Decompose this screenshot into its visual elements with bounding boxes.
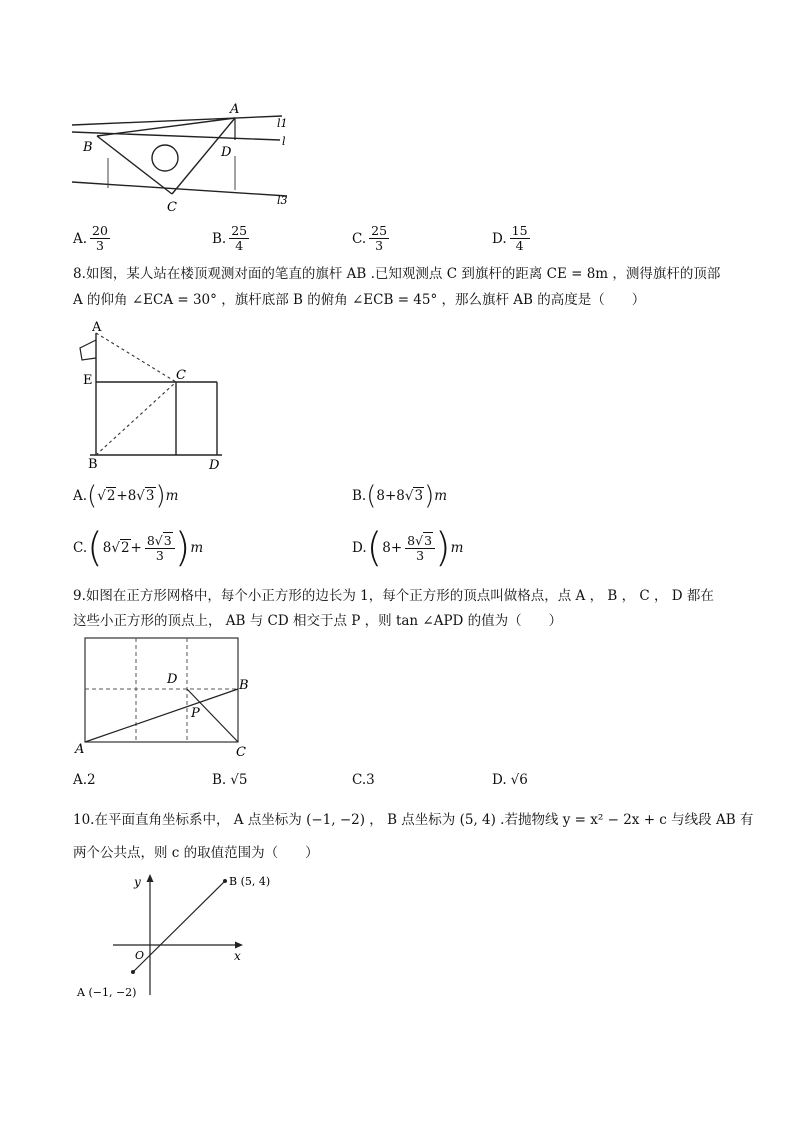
q9-figure <box>73 633 258 761</box>
q7-option-d-label: D. <box>492 230 507 247</box>
q8-option-d[interactable]: D. ( 8+ $\frac{8√3}{3}$ ) m <box>352 525 464 571</box>
q7-option-c-num: 25 <box>371 223 388 238</box>
q9-option-b-label: B. <box>212 772 227 788</box>
q8-label-a: A <box>92 320 102 335</box>
q8-option-b-label: B. <box>352 488 367 504</box>
q9-stem-line2: 这些小正方形的顶点上， AB 与 CD 相交于点 P ，则 tan ∠APD 的值为（ ） <box>73 613 563 629</box>
q9-label-a: A <box>75 742 85 757</box>
q7-option-c-label: C. <box>352 230 367 247</box>
q7-label-c: C <box>167 200 177 215</box>
q8-label-d: D <box>209 458 220 473</box>
q7-label-d: D <box>221 145 232 160</box>
q7-option-d-num: 15 <box>511 223 528 238</box>
q8-label-e: E <box>83 373 93 388</box>
q8-label-b: B <box>88 457 98 472</box>
q10-label-x: x <box>234 949 241 963</box>
q7-option-b-num: 25 <box>231 223 248 238</box>
q7-option-c-den: 3 <box>375 238 384 253</box>
q9-option-c-label: C. <box>352 772 367 788</box>
q9-label-d: D <box>167 672 178 687</box>
q7-option-a[interactable] <box>73 224 110 253</box>
q8-stem-line2: A 的仰角 ∠ECA = 30° ，旗杆底部 B 的俯角 ∠ECB = 45° ，那么旗杆 AB 的高度是（ ） <box>73 292 646 308</box>
q8-option-c[interactable]: C. ( 8√2+ $\frac{8√3}{3}$ ) m <box>73 525 204 571</box>
q8-option-d-label: D. <box>352 540 367 556</box>
q10-label-a: A (−1, −2) <box>77 986 137 999</box>
q9-option-a-label: A. <box>73 772 88 788</box>
q7-option-a-num: 20 <box>92 223 108 238</box>
q9-label-c: C <box>236 745 246 760</box>
q9-option-a-value: 2 <box>87 772 96 788</box>
q7-option-d[interactable] <box>492 224 530 253</box>
q9-option-c-value: 3 <box>366 772 375 788</box>
q9-stem-line1: 9.如图在正方形网格中，每个小正方形的边长为 1，每个正方形的顶点叫做格点，点 A ， B ， C ， D 都在 <box>73 588 714 604</box>
q9-label-b: B <box>239 678 249 693</box>
q7-label-b: B <box>83 140 93 155</box>
q9-option-a[interactable] <box>73 772 96 788</box>
q9-option-b[interactable] <box>212 772 247 788</box>
q8-label-c: C <box>176 368 186 383</box>
q8-option-a-label: A. <box>73 488 88 504</box>
q9-option-d-label: D. <box>492 772 507 788</box>
q7-option-c[interactable] <box>352 224 389 253</box>
q7-option-b-den: 4 <box>235 238 244 253</box>
q7-label-l3: l3 <box>277 194 288 207</box>
q7-option-a-label: A. <box>73 230 88 247</box>
q7-option-a-den: 3 <box>96 238 104 253</box>
q8-option-a[interactable]: A. ( √2+8√3 ) m <box>73 481 179 511</box>
q10-label-origin: O <box>135 949 145 962</box>
q10-label-y: y <box>134 875 141 889</box>
q7-label-a: A <box>230 102 240 117</box>
q7-figure <box>72 98 297 216</box>
q7-label-l1: l1 <box>277 117 288 130</box>
q10-stem-line2: 两个公共点，则 c 的取值范围为（ ） <box>73 845 319 861</box>
q9-option-b-value: √5 <box>230 772 248 788</box>
q10-label-b: B (5, 4) <box>229 875 271 888</box>
q7-option-b[interactable] <box>212 224 249 253</box>
q9-option-c[interactable] <box>352 772 375 788</box>
q9-option-d[interactable] <box>492 772 528 788</box>
q10-figure <box>73 870 283 1005</box>
q8-option-c-label: C. <box>73 540 88 556</box>
q9-option-d-value: √6 <box>510 772 528 788</box>
q8-figure <box>72 318 232 473</box>
q7-option-b-label: B. <box>212 230 227 247</box>
q9-label-p: P <box>191 706 200 721</box>
q7-label-l: l <box>282 135 286 148</box>
q8-option-b[interactable]: B. ( 8+8√3 ) m <box>352 481 448 511</box>
q10-stem-line1: 10.在平面直角坐标系中， A 点坐标为 (−1, −2) ， B 点坐标为 (5, 4) .若抛物线 y = x² − 2x + c 与线段 AB 有 <box>73 812 754 828</box>
q7-option-d-den: 4 <box>515 238 524 253</box>
q8-stem-line1: 8.如图，某人站在楼顶观测对面的笔直的旗杆 AB .已知观测点 C 到旗杆的距离 CE = 8m ，测得旗杆的顶部 <box>73 266 721 282</box>
